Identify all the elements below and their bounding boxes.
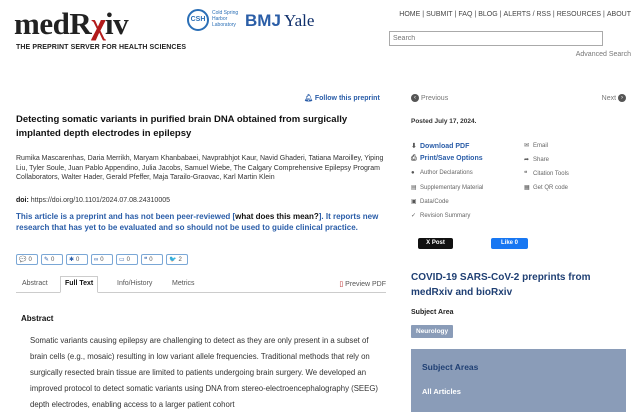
subject-area-label: Subject Area [411,309,454,316]
nav-separator: | [552,11,555,18]
twitter-icon: 🐦 [169,257,177,263]
quote-icon: ❝ [144,257,148,263]
tool-label: Download PDF [420,143,470,150]
data-code-link[interactable] [411,198,449,205]
next-label: Next [601,94,617,102]
arrow-right-icon: › [618,94,626,102]
author-list[interactable]: Rumika Mascarenhas, Daria Merrikh, Maryam Khanbabaei, Navprabhjot Kaur, Navid Ghaderi, Tatiana Maroilley, Yiping Liu, Tyler Soule, Juan Pablo Appendino, Julia Jacobs, Samuel Wiebe, The Calgary Comprehensive Epilepsy Program Collaborators, Walter Hader, Gerald Pfeffer, Maja Tarailo-Graovac, Karl Martin Klein [16,155,384,181]
x-post-button[interactable]: X Post [418,238,453,249]
bell-icon: 🔔︎ [304,95,315,102]
metric-value: 0 [100,256,104,263]
tool-label: Print/Save Options [420,155,483,162]
subject-areas-panel [411,349,626,412]
nav-separator: | [422,11,425,18]
tagline: THE PREPRINT SERVER FOR HEALTH SCIENCES [16,44,187,51]
nav-resources[interactable]: RESOURCES [556,11,602,18]
tool-label: Get QR code [533,185,569,191]
metric-views[interactable] [116,254,138,265]
comment-icon: 💬 [19,257,27,263]
article-tabs [16,276,386,293]
abstract-heading: Abstract [21,314,54,323]
preview-pdf-label: Preview PDF [345,281,386,288]
revision-summary-link[interactable] [411,212,470,219]
print-icon: ⎙ [411,155,417,162]
citation-icon: ❝ [524,171,528,177]
tab-full-text[interactable]: Full Text [60,276,98,293]
qr-icon: ▦ [524,185,530,191]
supplementary-icon: ▤ [411,185,417,191]
advanced-search-link[interactable]: Advanced Search [575,51,631,58]
share-icon: ✱ [69,257,75,263]
tool-label: Author Declarations [420,170,473,176]
email-icon: ✉ [524,143,530,149]
search-input[interactable] [389,31,603,46]
subject-areas-title: Subject Areas [422,362,479,372]
nav-separator: | [454,11,457,18]
preprint-notice [16,211,386,233]
metric-value: 0 [51,256,55,263]
print-save-link[interactable] [411,155,483,163]
tool-label: Supplementary Material [420,185,484,191]
bmj-logo[interactable]: BMJ [245,11,281,30]
nav-submit[interactable]: SUBMIT [426,11,453,18]
supplementary-material-link[interactable] [411,184,483,191]
metric-value: 0 [28,256,32,263]
abstract-text: Somatic variants causing epilepsy are challenging to detect as they are only present in a subset of brain cells (e.g., mosaic) resulting in low variant allele frequencies. Traditional methods that rely on surgically resected brain tissue are limited to patients undergoing brain surgery. We developed an improved protocol to detect somatic variants using DNA from stereo-electroencephalography (SEEG) depth electrodes, enabling access to a larger patient cohort [30,336,378,409]
csh-logo-text: Cold Spring Harbor Laboratory [212,10,239,28]
medrxiv-logo[interactable] [14,6,128,42]
doi-label: doi: [16,197,29,204]
author-icon: ● [411,170,415,176]
nav-separator: | [603,11,605,18]
follow-label: Follow this preprint [314,95,380,102]
nav-alerts-rss[interactable]: ALERTS / RSS [503,11,551,18]
previous-link[interactable] [411,94,448,102]
citation-tools-link[interactable] [524,170,569,177]
metric-value: 0 [126,256,131,263]
tool-label: Email [533,143,549,149]
metric-value: 0 [149,256,153,263]
metric-links[interactable] [91,254,113,265]
all-articles-link[interactable]: All Articles [422,387,461,396]
metric-value: 0 [76,256,80,263]
altmetric-badges [16,254,188,265]
logo-text-iv: iv [105,6,129,41]
logo-text-med: medR [14,6,92,41]
nav-separator: | [499,11,502,18]
qr-code-link[interactable] [524,184,568,191]
share-icon: ➦ [524,157,530,163]
nav-separator: | [474,11,477,18]
doi-link[interactable]: https://doi.org/10.1101/2024.07.08.24310005 [30,197,170,204]
previous-label: Previous [420,94,449,102]
metric-value: 2 [178,256,182,263]
nav-blog[interactable]: BLOG [478,11,498,18]
notice-text-a: This article is a preprint and has not been peer-reviewed [ [16,212,236,221]
tab-metrics[interactable]: Metrics [172,280,195,287]
doi-line [16,197,170,204]
facebook-like-button[interactable]: Like 0 [491,238,528,249]
top-navigation [399,11,631,18]
revision-icon: ✓ [411,213,417,219]
share-link[interactable] [524,156,549,163]
download-pdf-link[interactable] [411,142,469,150]
metric-citations[interactable] [141,254,163,265]
metric-edits[interactable] [41,254,63,265]
metric-shares[interactable] [66,254,88,265]
notice-text-b: ]. It reports new research that has yet to be evaluated and so should not be used to guide clinical practice. [16,212,379,232]
article-title: Detecting somatic variants in purified brain DNA obtained from surgically implanted depth electrodes in epilepsy [16,114,348,139]
what-does-this-mean-link[interactable]: what does this mean? [235,212,319,221]
tool-label: Share [533,157,550,163]
arrow-left-icon: ‹ [411,94,419,102]
data-code-icon: ▣ [411,199,417,205]
pdf-icon: ▯ [339,281,346,288]
tab-abstract[interactable]: Abstract [22,280,48,287]
yale-logo[interactable]: Yale [284,11,315,30]
next-link[interactable] [602,94,626,102]
follow-preprint-button[interactable] [304,94,380,102]
posted-date: Posted July 17, 2024. [411,118,477,125]
logo-text-x: χ [91,6,106,41]
author-declarations-link[interactable] [411,170,473,176]
email-link[interactable] [524,142,548,149]
subject-badge-neurology[interactable]: Neurology [411,325,453,338]
edit-icon: ✎ [44,257,50,263]
download-icon: ⬇ [411,143,417,150]
tab-info-history[interactable]: Info/History [117,280,153,287]
csh-logo[interactable]: CSH [187,9,209,31]
metric-tweets[interactable] [166,254,188,265]
tool-label: Citation Tools [533,171,569,177]
tool-label: Revision Summary [420,213,471,219]
tool-label: Data/Code [420,199,449,205]
monitor-icon: ▭ [119,257,125,263]
link-icon: ∞ [94,256,99,263]
nav-faq[interactable]: FAQ [458,11,473,18]
nav-home[interactable]: HOME [399,11,421,18]
covid-preprints-link[interactable]: COVID-19 SARS-CoV-2 preprints from medRxiv and bioRxiv [411,272,591,298]
preview-pdf-link[interactable] [339,280,386,288]
nav-about[interactable]: ABOUT [606,11,631,18]
metric-comments[interactable] [16,254,38,265]
